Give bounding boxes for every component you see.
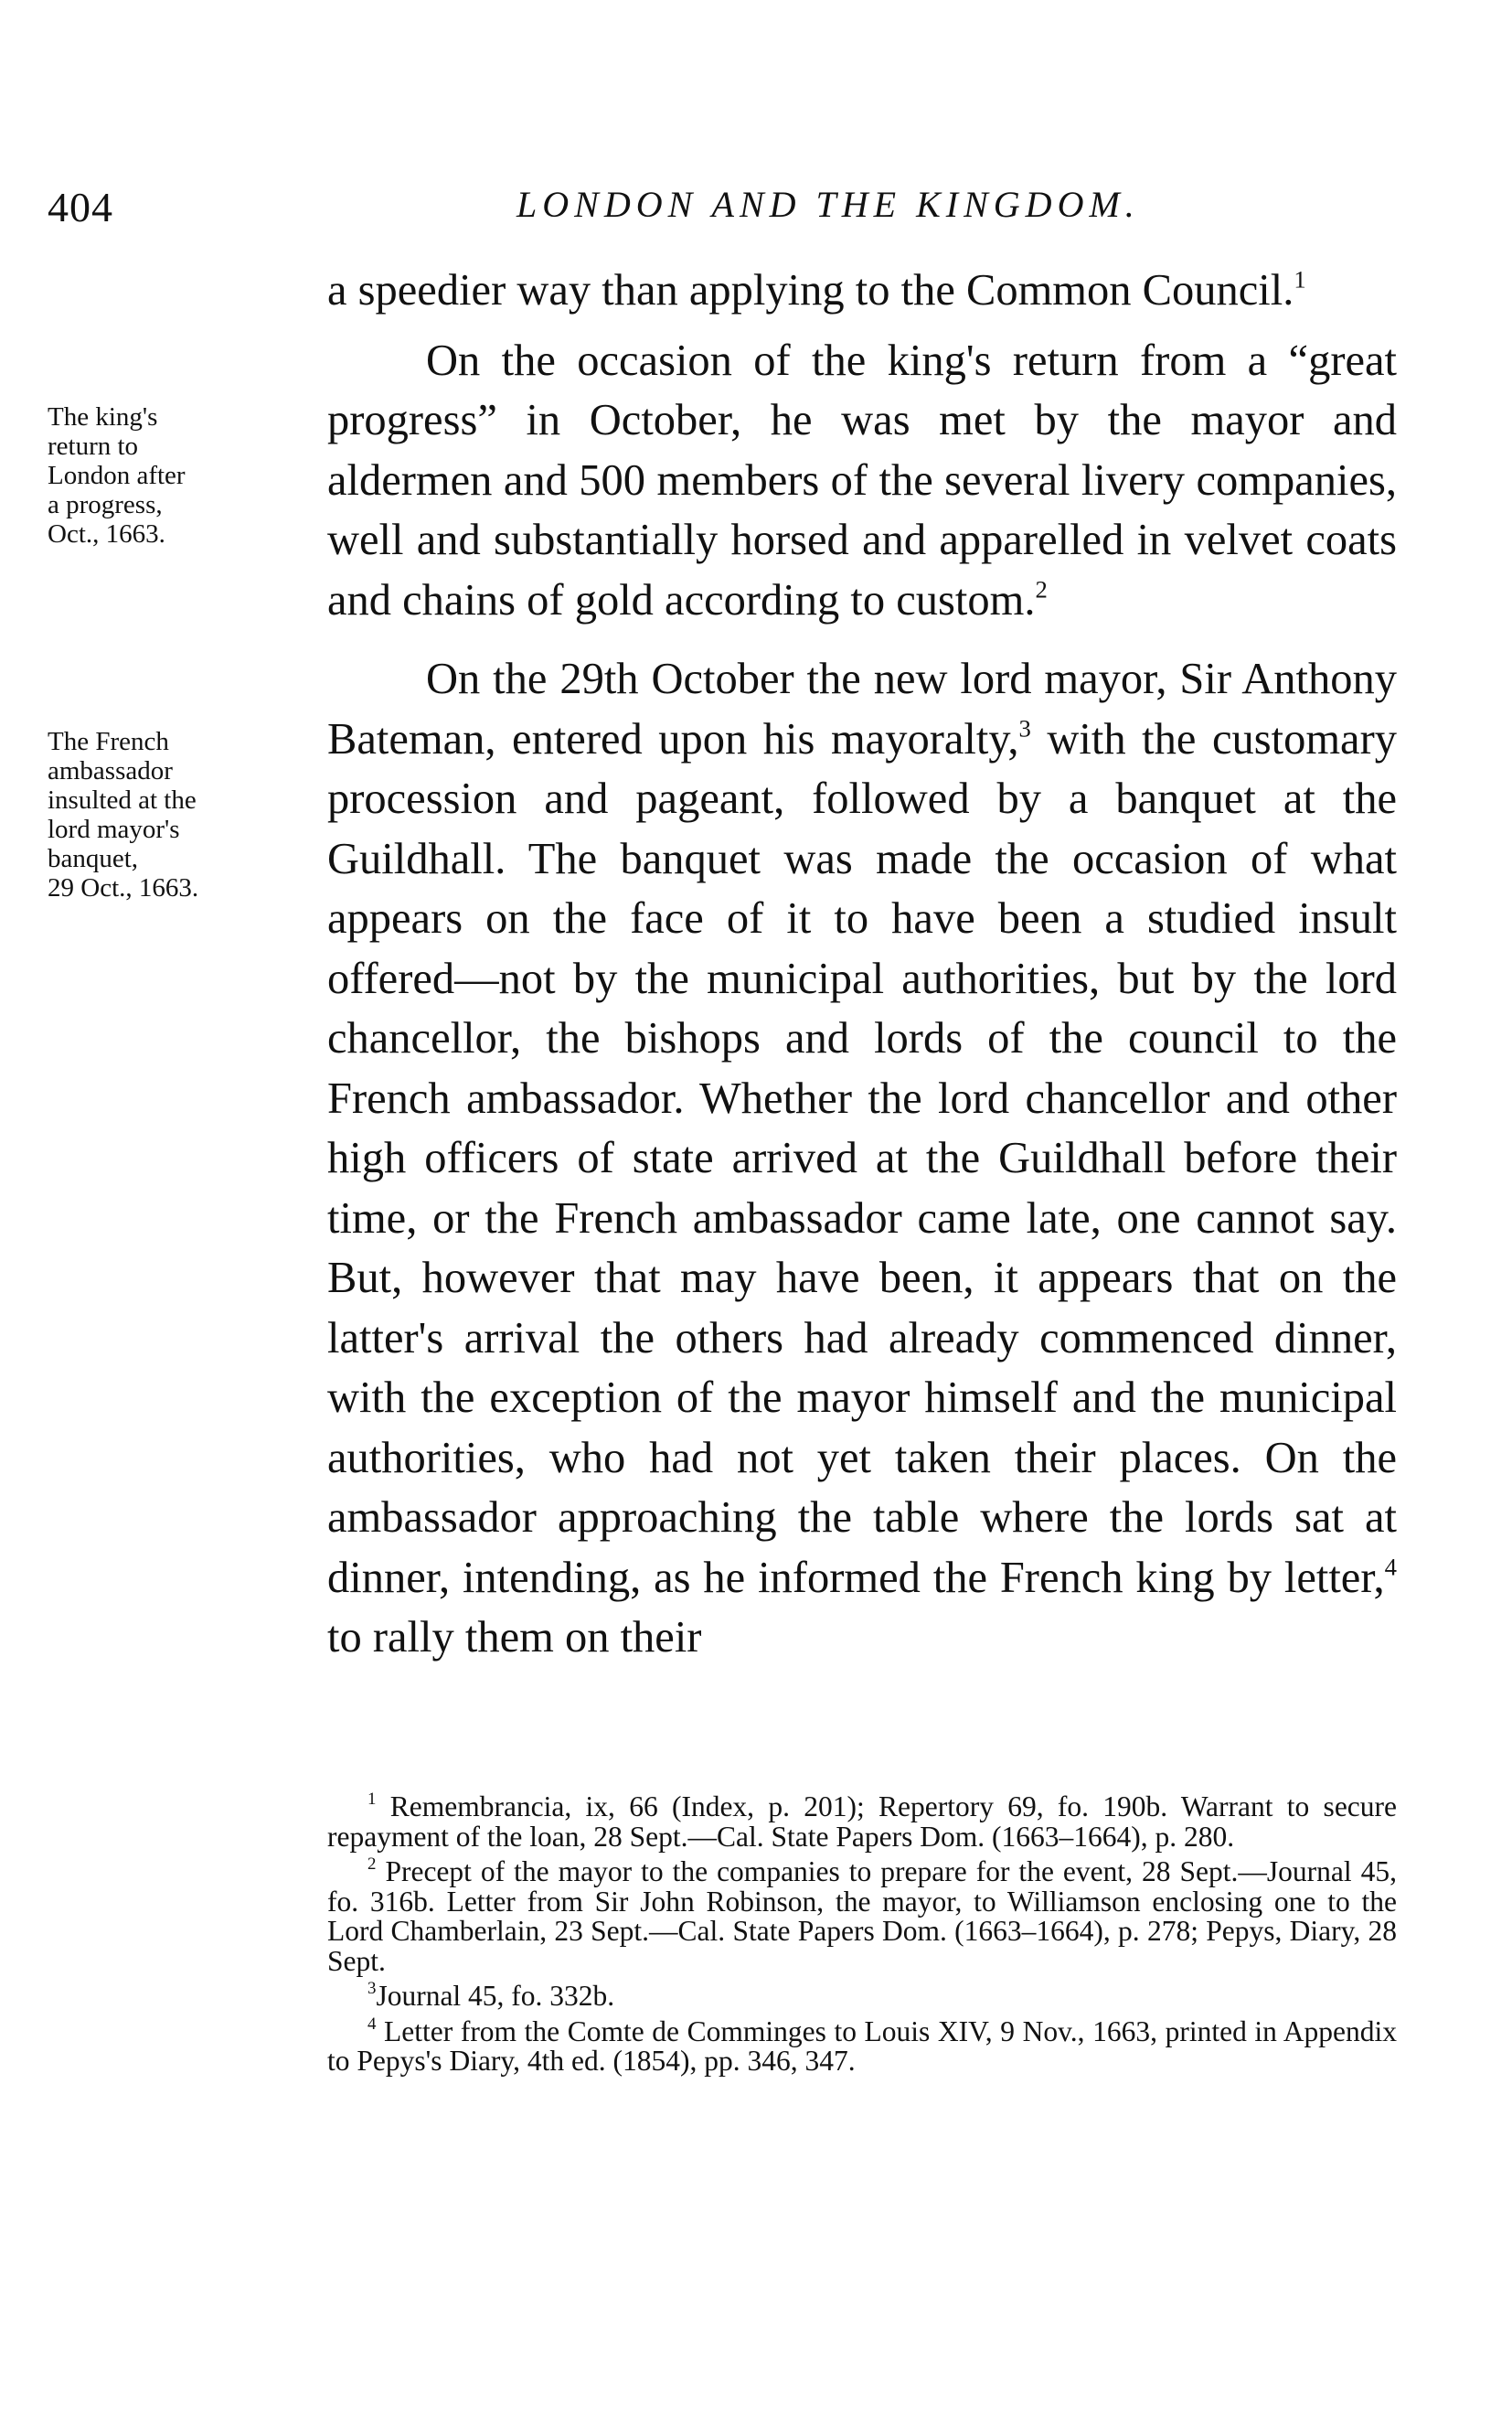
- paragraph: [327, 331, 1397, 631]
- sidenote-line: return to: [48, 432, 139, 461]
- footnote-ref[interactable]: 3: [1018, 713, 1031, 742]
- sidenote-kings-return: [48, 402, 322, 549]
- sidenote-line: banquet,: [48, 844, 139, 873]
- footnote-text: Letter from the Comte de Comminges to Louis XIV, 9 Nov., 1663, printed in Appendix to Pepys's Diary, 4th ed. (1854), pp. 346, 347.: [327, 2014, 1398, 2077]
- page-number: 404: [48, 184, 113, 230]
- sidenote-line: 29 Oct., 1663.: [48, 873, 199, 903]
- paragraph-text: a speedier way than applying to the Common Council.: [327, 266, 1294, 315]
- paragraph: [327, 261, 1397, 321]
- paragraph: [327, 649, 1397, 1668]
- footnote: [327, 1789, 1397, 1853]
- sidenote-line: The French: [48, 727, 169, 756]
- sidenote-line: London after: [48, 461, 186, 490]
- paragraph-text: On the occasion of the king's return from a “great progress” in October, he was met by the mayor and aldermen and 500 members of the several livery companies, well and substantially horsed and apparelled in velvet coats and chains of gold according to custom.: [327, 336, 1397, 625]
- footnote-ref[interactable]: 4: [1384, 1552, 1397, 1580]
- sidenote-line: lord mayor's: [48, 815, 180, 844]
- sidenote-line: insulted at the: [48, 785, 197, 815]
- footnote-text: Journal 45, fo. 332b.: [376, 1980, 615, 2012]
- footnote: [327, 1978, 1397, 2012]
- footnote-text: Precept of the mayor to the companies to prepare for the event, 28 Sept.—Journal 45, fo. 316b. Letter from Sir John Robinson, the mayor, to Williamson enclosing one to the Lord Chamberlain, 23 Sept.—Cal. State Papers Dom. (1663–1664), p. 278; Pepys, Diary, 28 Sept.: [327, 1855, 1397, 1977]
- paragraph-text: On the 29th October the new lord mayor, Sir Anthony Bateman, entered upon his mayoralty,: [327, 655, 1397, 764]
- sidenote-line: ambassador: [48, 756, 173, 785]
- footnotes: [327, 1789, 1398, 2082]
- footnote-mark: 4: [367, 2014, 377, 2034]
- footnote-text: Remembrancia, ix, 66 (Index, p. 201); Repertory 69, fo. 190b. Warrant to secure repayment of the loan, 28 Sept.—Cal. State Papers Dom. (1663–1664), p. 280.: [327, 1790, 1397, 1853]
- main-text: [327, 261, 1397, 1668]
- footnote: [327, 1854, 1397, 1977]
- footnote-ref[interactable]: 2: [1035, 574, 1048, 603]
- paragraph-text: to rally them on their: [327, 1613, 702, 1662]
- running-head: LONDON AND THE KINGDOM.: [516, 184, 1140, 225]
- footnote: [327, 2014, 1398, 2077]
- sidenote-line: The king's: [48, 402, 158, 432]
- footnote-ref[interactable]: 1: [1294, 265, 1306, 294]
- sidenote-line: a progress,: [48, 490, 163, 519]
- sidenote-french-ambassador: [48, 727, 322, 903]
- sidenote-line: Oct., 1663.: [48, 519, 165, 549]
- paragraph-text: with the customary procession and pageant, followed by a banquet at the Guildhall. The banquet was made the occasion of what appears on the face of it to have been a studied insult offered—not by the municipal authorities, but by the lord chancellor, the bishops and lords of the council to the French ambassador. Whether the lord chancellor and other high officers of state arrived at the Guildhall before their time, or the French ambassador came late, one cannot say. But, however that may have been, it appears that on the latter's arrival the others had already commenced dinner, with the exception of the mayor himself and the municipal authorities, who had not yet taken their places. On the ambassador approaching the table where the lords sat at dinner, intending, as he informed the French king by letter,: [327, 714, 1397, 1602]
- footnote-mark: 2: [367, 1854, 377, 1874]
- footnote-mark: 3: [367, 1978, 377, 1998]
- footnote-mark: 1: [367, 1789, 377, 1809]
